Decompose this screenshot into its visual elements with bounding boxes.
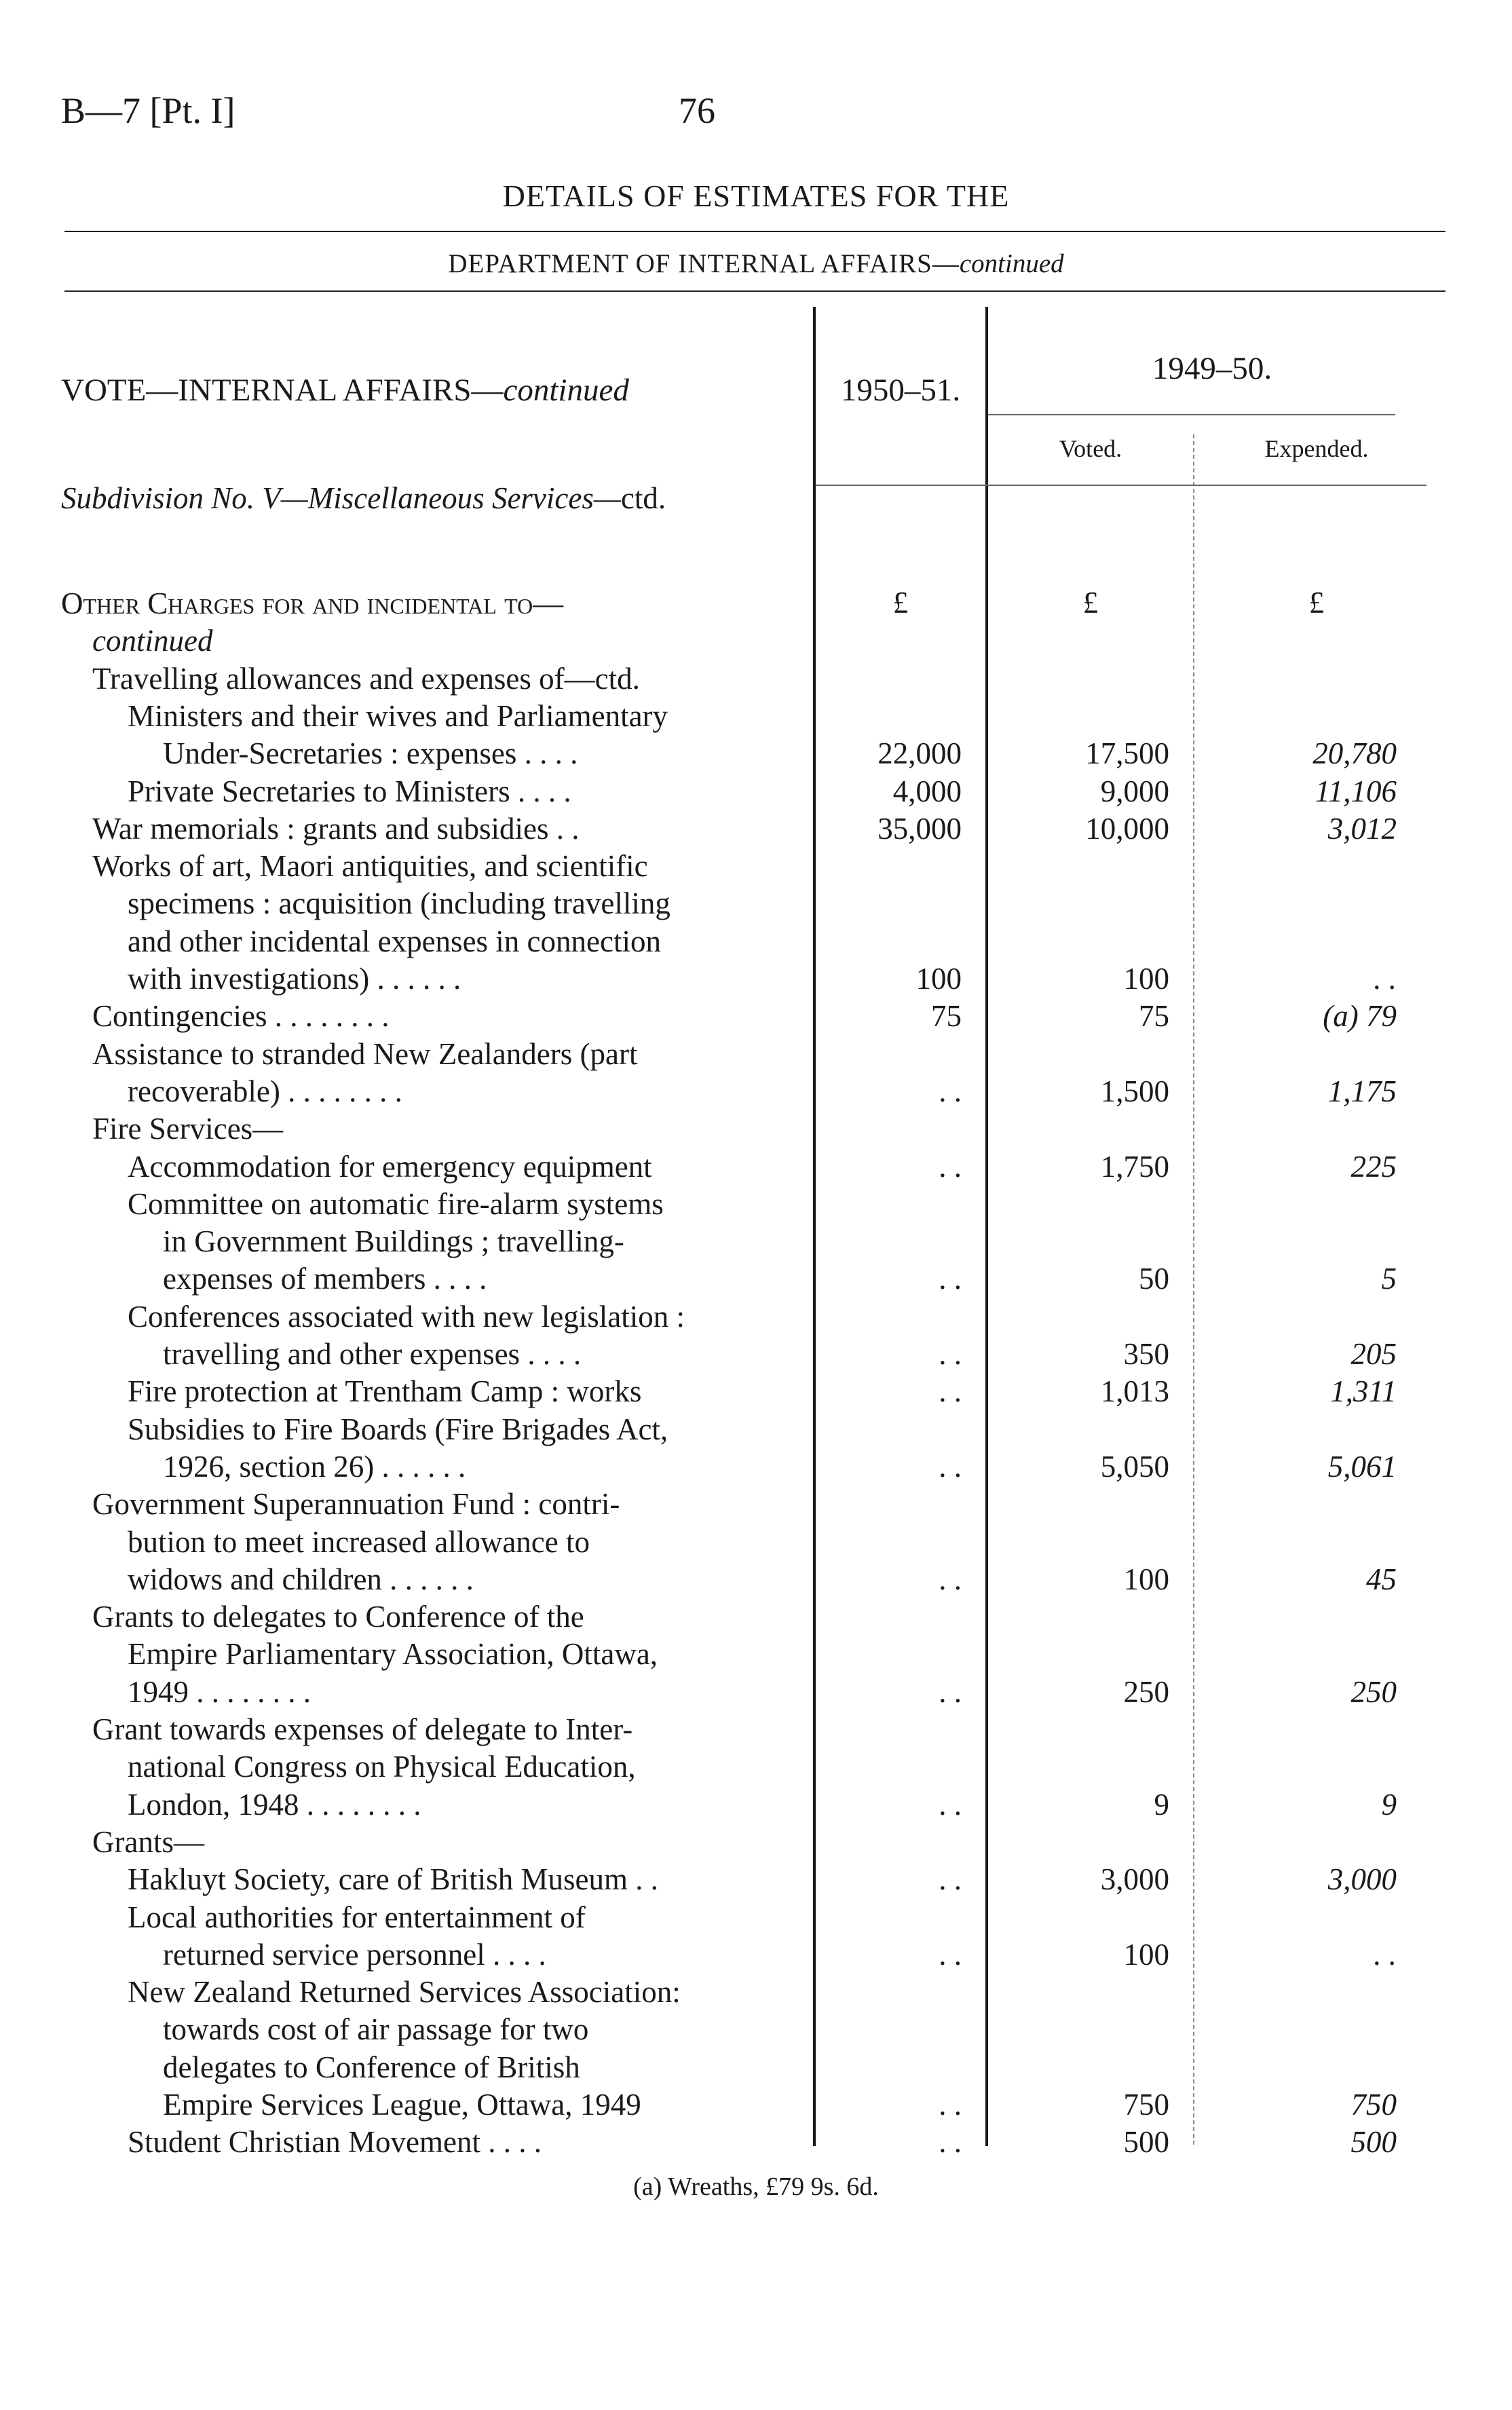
year-split-rule — [988, 414, 1395, 415]
value-expended: 5 — [1381, 1262, 1397, 1296]
column-header-1949-50: 1949–50. — [1152, 351, 1272, 386]
table-row — [0, 885, 1512, 922]
subtitle-main: DEPARTMENT OF INTERNAL AFFAIRS— — [448, 249, 960, 278]
table-row — [0, 1373, 1512, 1410]
subdivision-heading — [61, 481, 666, 516]
value-1950-51: . . — [939, 1337, 962, 1371]
table-row — [0, 960, 1512, 998]
value-expended: 1,311 — [1330, 1374, 1397, 1409]
document-reference: B—7 [Pt. I] — [61, 90, 235, 131]
table-row — [0, 1036, 1512, 1073]
value-expended: 45 — [1366, 1562, 1397, 1596]
table-row — [0, 1711, 1512, 1748]
value-1950-51: . . — [939, 1562, 962, 1596]
row-label: New Zealand Returned Services Association: — [128, 1975, 681, 2010]
value-voted: 50 — [1139, 1262, 1169, 1296]
table-row — [0, 1974, 1512, 2011]
table-row — [0, 923, 1512, 960]
table-row — [0, 2011, 1512, 2048]
table-row — [0, 1748, 1512, 1786]
row-label: Government Superannuation Fund : contri- — [92, 1487, 620, 1522]
row-label: towards cost of air passage for two — [163, 2012, 589, 2047]
value-1950-51: . . — [939, 1449, 962, 1484]
row-label: London, 1948 . . . . . . . . — [128, 1787, 421, 1822]
value-1950-51: . . — [939, 1262, 962, 1296]
row-label: Student Christian Movement . . . . — [128, 2125, 542, 2160]
value-expended: 225 — [1350, 1149, 1397, 1184]
value-expended: 5,061 — [1327, 1449, 1397, 1484]
row-label: Under-Secretaries : expenses . . . . — [163, 736, 578, 771]
value-expended: (a) 79 — [1323, 999, 1397, 1034]
row-label: Assistance to stranded New Zealanders (part — [92, 1036, 638, 1071]
row-label: Empire Services League, Ottawa, 1949 — [163, 2088, 641, 2122]
value-1950-51: 100 — [915, 962, 962, 996]
table-row — [0, 1486, 1512, 1523]
table-row — [0, 1110, 1512, 1148]
row-label: widows and children . . . . . . — [128, 1562, 474, 1596]
row-label: Local authorities for entertainment of — [128, 1900, 586, 1934]
table-row — [0, 1223, 1512, 1260]
value-voted: 9 — [1154, 1787, 1169, 1822]
value-1950-51: . . — [939, 1787, 962, 1822]
row-label: Fire Services— — [92, 1112, 284, 1146]
value-voted: 100 — [1123, 1562, 1169, 1596]
row-label: national Congress on Physical Education, — [128, 1750, 636, 1784]
value-voted: 750 — [1123, 2088, 1169, 2122]
table-row — [0, 1524, 1512, 1561]
table-row — [0, 660, 1512, 698]
value-expended: 750 — [1350, 2088, 1397, 2122]
row-label: with investigations) . . . . . . — [128, 962, 461, 996]
row-label: Grants to delegates to Conference of the — [92, 1600, 584, 1634]
value-1950-51: . . — [939, 1374, 962, 1409]
row-label: in Government Buildings ; travelling- — [163, 1224, 624, 1259]
value-1950-51: 35,000 — [877, 811, 962, 846]
value-voted: 75 — [1139, 999, 1169, 1034]
row-label: expenses of members . . . . — [163, 1262, 487, 1296]
value-expended: . . — [1374, 1937, 1397, 1972]
value-1950-51: . . — [939, 1074, 962, 1108]
value-voted: 100 — [1123, 1937, 1169, 1972]
value-1950-51: . . — [939, 1674, 962, 1709]
table-row — [0, 735, 1512, 772]
value-1950-51: 4,000 — [892, 774, 962, 808]
value-1950-51: 22,000 — [877, 736, 962, 771]
row-label: Subsidies to Fire Boards (Fire Brigades Act, — [128, 1412, 668, 1446]
table-row — [0, 848, 1512, 885]
value-expended: 250 — [1350, 1674, 1397, 1709]
row-label: Conferences associated with new legislation : — [128, 1299, 685, 1334]
value-expended: 11,106 — [1315, 774, 1397, 808]
column-header-voted: Voted. — [1059, 435, 1122, 462]
table-row — [0, 622, 1512, 660]
table-row — [0, 1186, 1512, 1223]
subdivision-heading-roman: ctd. — [620, 481, 666, 515]
page-title: DETAILS OF ESTIMATES FOR THE — [502, 178, 1010, 213]
subtitle-rule — [64, 290, 1445, 292]
vote-heading-italic: continued — [503, 373, 629, 408]
row-label: returned service personnel . . . . — [163, 1937, 546, 1972]
page-subtitle — [0, 248, 1512, 279]
table-row — [0, 2124, 1512, 2161]
value-voted: 1,750 — [1100, 1149, 1169, 1184]
value-1950-51: . . — [939, 2125, 962, 2160]
currency-symbol-expended: £ — [1308, 586, 1325, 620]
table-row — [0, 2049, 1512, 2086]
row-label: Ministers and their wives and Parliamentary — [128, 698, 668, 733]
page-number: 76 — [679, 90, 715, 131]
row-label: Grants— — [92, 1824, 204, 1859]
table-row — [0, 2086, 1512, 2124]
row-label: delegates to Conference of British — [163, 2050, 580, 2084]
row-label: Fire protection at Trentham Camp : works — [128, 1374, 642, 1409]
row-label: recoverable) . . . . . . . . — [128, 1074, 402, 1108]
table-row — [0, 1899, 1512, 1936]
table-row — [0, 773, 1512, 810]
value-1950-51: . . — [939, 1937, 962, 1972]
value-1950-51: 75 — [931, 999, 962, 1034]
value-1950-51: . . — [939, 1149, 962, 1184]
table-row — [0, 1411, 1512, 1448]
currency-symbol-voted: £ — [1082, 586, 1099, 620]
table-row — [0, 1861, 1512, 1898]
row-label: 1949 . . . . . . . . — [128, 1674, 311, 1709]
value-voted: 250 — [1123, 1674, 1169, 1709]
column-header-1950-51: 1950–51. — [840, 373, 961, 408]
table-row — [0, 1786, 1512, 1824]
table-row — [0, 1148, 1512, 1186]
value-voted: 10,000 — [1085, 811, 1169, 846]
row-label: bution to meet increased allowance to — [128, 1524, 590, 1559]
title-rule — [64, 231, 1445, 232]
value-voted: 5,050 — [1100, 1449, 1169, 1484]
row-label: Grant towards expenses of delegate to Inter- — [92, 1712, 633, 1746]
row-label: Hakluyt Society, care of British Museum . . — [128, 1862, 658, 1897]
table-row — [0, 1073, 1512, 1110]
table-row — [0, 1260, 1512, 1298]
table-row — [0, 1336, 1512, 1373]
value-1950-51: . . — [939, 1862, 962, 1897]
table-row — [0, 1674, 1512, 1711]
table-row — [0, 585, 1512, 622]
table-row — [0, 1561, 1512, 1598]
row-label: Other Charges for and incidental to— — [61, 586, 564, 620]
table-row — [0, 1598, 1512, 1636]
table-row — [0, 1936, 1512, 1974]
row-label: Travelling allowances and expenses of—ctd. — [92, 661, 640, 696]
column-header-rule — [816, 485, 1426, 486]
value-expended: 205 — [1350, 1337, 1397, 1371]
value-expended: 3,012 — [1327, 811, 1397, 846]
column-header-expended: Expended. — [1264, 435, 1369, 462]
row-label: and other incidental expenses in connection — [128, 924, 661, 958]
value-voted: 350 — [1123, 1337, 1169, 1371]
table-row — [0, 1448, 1512, 1486]
table-row — [0, 1824, 1512, 1861]
table-row — [0, 1298, 1512, 1336]
value-voted: 9,000 — [1100, 774, 1169, 808]
value-expended: 500 — [1350, 2125, 1397, 2160]
row-label: Accommodation for emergency equipment — [128, 1149, 652, 1184]
row-label: Committee on automatic fire-alarm systems — [128, 1186, 664, 1221]
value-voted: 500 — [1123, 2125, 1169, 2160]
footnote: (a) Wreaths, £79 9s. 6d. — [633, 2172, 879, 2201]
value-expended: 20,780 — [1312, 736, 1397, 771]
value-expended: . . — [1374, 962, 1397, 996]
value-expended: 9 — [1381, 1787, 1397, 1822]
vote-heading-main: VOTE—INTERNAL AFFAIRS— — [61, 373, 504, 408]
value-voted: 3,000 — [1100, 1862, 1169, 1897]
row-label: Contingencies . . . . . . . . — [92, 999, 390, 1034]
value-voted: 100 — [1123, 962, 1169, 996]
row-label: Private Secretaries to Ministers . . . . — [128, 774, 571, 808]
row-label: continued — [92, 624, 213, 658]
value-1950-51: . . — [939, 2088, 962, 2122]
subtitle-italic: continued — [959, 249, 1064, 278]
table-row — [0, 998, 1512, 1035]
row-label: Works of art, Maori antiquities, and scientific — [92, 849, 648, 884]
row-label: War memorials : grants and subsidies . . — [92, 811, 580, 846]
table-row — [0, 1636, 1512, 1673]
table-row — [0, 698, 1512, 735]
row-label: 1926, section 26) . . . . . . — [163, 1449, 466, 1484]
row-label: Empire Parliamentary Association, Ottawa, — [128, 1637, 658, 1672]
value-voted: 1,500 — [1100, 1074, 1169, 1108]
currency-symbol-1950-51: £ — [892, 586, 909, 620]
row-label: travelling and other expenses . . . . — [163, 1337, 582, 1371]
subdivision-heading-italic: Subdivision No. V—Miscellaneous Services— — [61, 481, 621, 515]
vote-heading — [61, 372, 629, 409]
row-label: specimens : acquisition (including travelling — [128, 886, 670, 921]
table-row — [0, 810, 1512, 848]
value-voted: 17,500 — [1085, 736, 1169, 771]
value-expended: 1,175 — [1327, 1074, 1397, 1108]
value-voted: 1,013 — [1100, 1374, 1169, 1409]
value-expended: 3,000 — [1327, 1862, 1397, 1897]
